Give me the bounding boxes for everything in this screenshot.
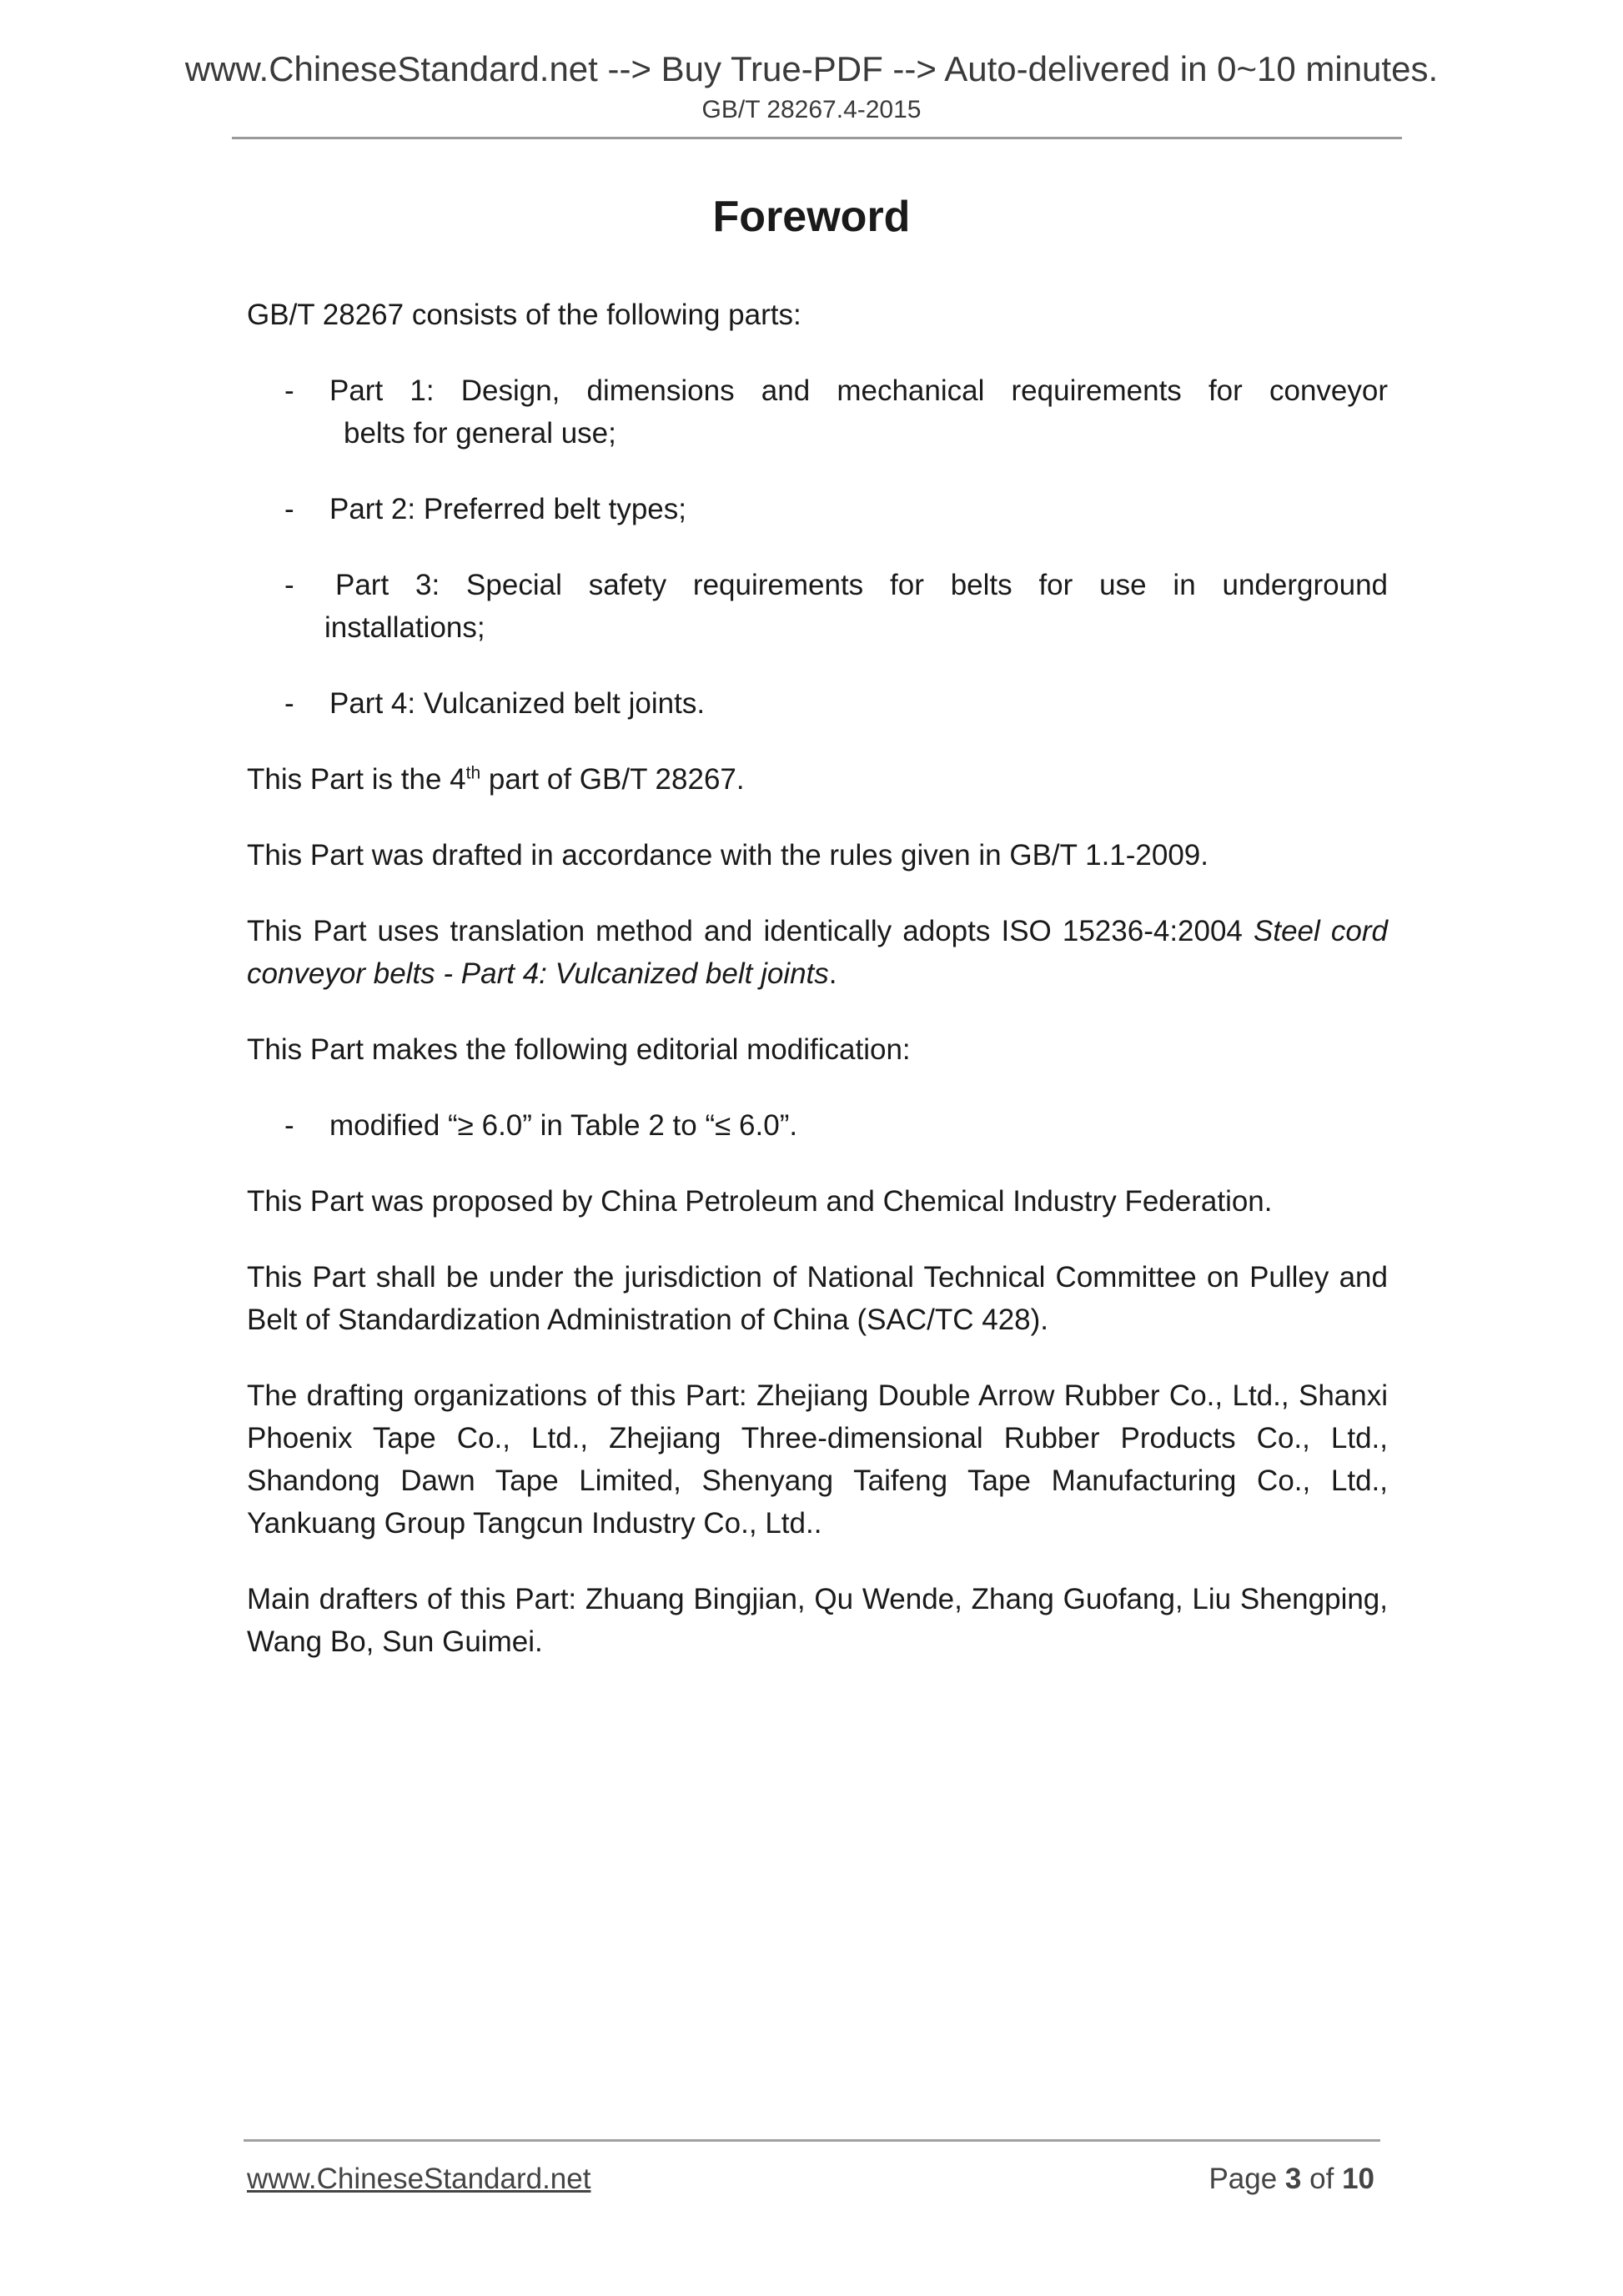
adopted-standard-title: Steel cord conveyor belts - Part 4: Vulcanized belt joints xyxy=(247,915,1388,990)
page-total: 10 xyxy=(1342,2163,1374,2195)
list-item-text: Part 3: Special safety requirements for belts for use in underground xyxy=(335,569,1388,601)
list-item xyxy=(284,369,1388,455)
of-label: of xyxy=(1309,2163,1334,2195)
organizations-paragraph: The drafting organizations of this Part: Zhejiang Double Arrow Rubber Co., Ltd., Shanxi Phoenix Tape Co., Ltd., Zhejiang Three-dimensional Rubber Products Co., Ltd., Shandong Dawn Tape Limited, Shenyang Taifeng Tape Manufacturing Co., Ltd., Yankuang Group Tangcun Industry Co., Ltd.. xyxy=(247,1379,1388,1540)
bullet-dash: - xyxy=(284,493,294,525)
promo-banner: www.ChineseStandard.net --> Buy True-PDF --> Auto-delivered in 0~10 minutes. xyxy=(184,49,1439,88)
page-label: Page xyxy=(1208,2163,1278,2195)
footer-divider xyxy=(244,2139,1380,2142)
header-divider xyxy=(232,137,1402,139)
page-number: 3 xyxy=(1284,2163,1302,2195)
intro-paragraph: GB/T 28267 consists of the following parts: xyxy=(247,299,801,331)
superscript: th xyxy=(465,763,481,783)
page-title: Foreword xyxy=(712,193,911,241)
bullet-dash: - xyxy=(284,569,294,601)
list-item-text: Part 2: Preferred belt types; xyxy=(329,493,686,525)
running-head: GB/T 28267.4-2015 xyxy=(701,96,922,123)
drafters-paragraph: Main drafters of this Part: Zhuang Bingjian, Qu Wende, Zhang Guofang, Liu Shengping, Wang Bo, Sun Guimei. xyxy=(247,1583,1388,1658)
text: part of GB/T 28267. xyxy=(480,763,745,796)
list-item xyxy=(284,564,1388,649)
list-item-text: Part 4: Vulcanized belt joints. xyxy=(329,687,706,720)
list-item-continuation: installations; xyxy=(324,611,485,644)
bullet-dash: - xyxy=(284,374,294,407)
page-indicator xyxy=(1208,2163,1374,2196)
list-item xyxy=(284,682,1388,725)
bullet-dash: - xyxy=(284,687,294,720)
foreword-body xyxy=(247,294,1388,1696)
jurisdiction-paragraph: This Part shall be under the jurisdiction of National Technical Committee on Pulley and Belt of Standardization Administration of China (SAC/TC 428). xyxy=(247,1261,1388,1336)
list-item-text: modified “≥ 6.0” in Table 2 to “≤ 6.0”. xyxy=(329,1109,798,1142)
text: . xyxy=(828,957,837,990)
list-item xyxy=(284,488,1388,530)
footer-site-link[interactable]: www.ChineseStandard.net xyxy=(247,2163,591,2195)
proposed-paragraph: This Part was proposed by China Petroleum and Chemical Industry Federation. xyxy=(247,1185,1273,1218)
text: This Part uses translation method and identically adopts ISO 15236-4:2004 xyxy=(247,915,1243,947)
modification-paragraph: This Part makes the following editorial modification: xyxy=(247,1033,911,1066)
text: This Part is the 4 xyxy=(247,763,466,796)
part-number-paragraph xyxy=(247,758,1388,801)
list-item-text: Part 1: Design, dimensions and mechanical requirements for conveyor xyxy=(329,374,1388,407)
list-item xyxy=(284,1104,1388,1147)
adoption-paragraph xyxy=(247,910,1388,995)
drafted-paragraph: This Part was drafted in accordance with the rules given in GB/T 1.1-2009. xyxy=(247,839,1209,872)
list-item-continuation: belts for general use; xyxy=(344,417,616,450)
bullet-dash: - xyxy=(284,1109,294,1142)
